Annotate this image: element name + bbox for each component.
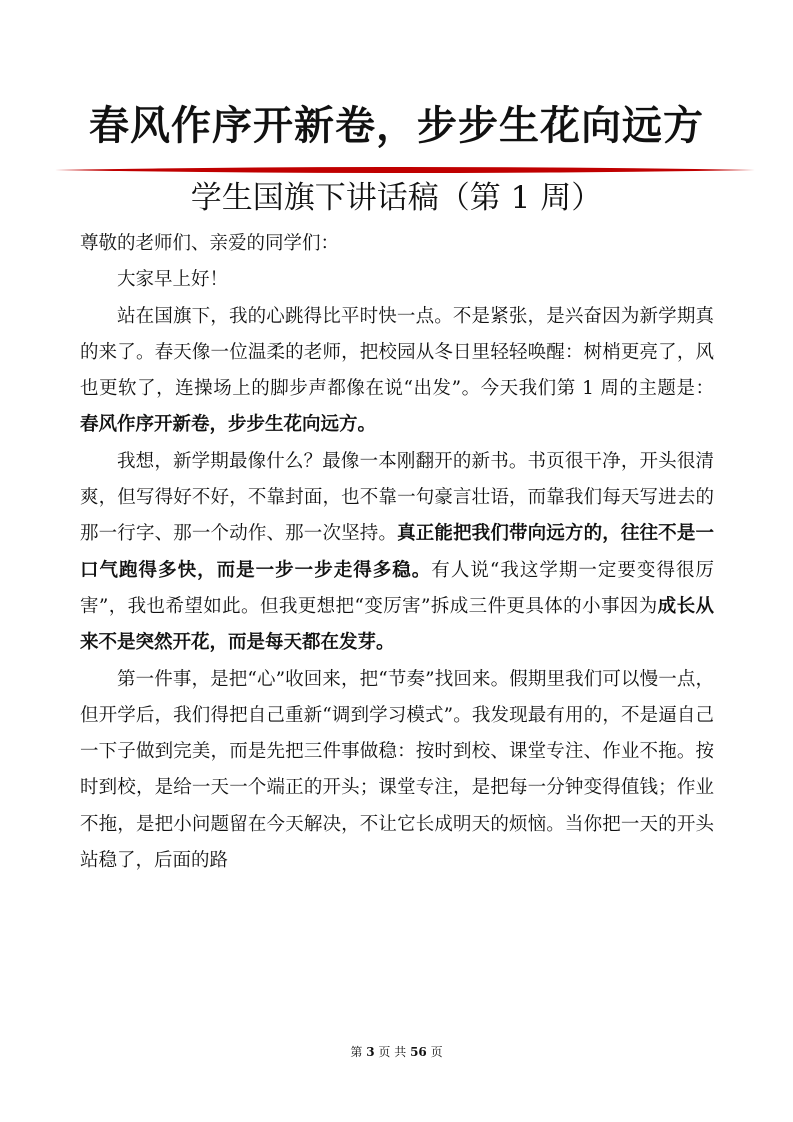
paragraph-3 <box>80 662 714 880</box>
paragraph-2-emphasis: 真正能把我们带向远方的，往往不是一口气跑得多快，而是一步一步走得多稳。 <box>80 523 714 581</box>
page-footer <box>0 1044 793 1060</box>
greeting: 大家早上好！ <box>117 269 229 291</box>
footer-middle: 页 共 <box>378 1045 407 1059</box>
paragraph-1 <box>80 299 714 444</box>
salutation: 尊敬的老师们、亲爱的同学们： <box>80 233 340 254</box>
speech-body <box>80 226 714 879</box>
paragraph-1-text: 站在国旗下，我的心跳得比平时快一点。不是紧张，是兴奋因为新学期真的来了。春天像一位温柔的老师，把校园从冬日里轻轻唤醒：树梢更亮了，风也更软了，连操场上的脚步声都像在说“出发”。今天我们第 1 周的主题是： <box>80 305 714 400</box>
title-divider-shape <box>55 167 755 173</box>
paragraph-2-text-continued: 有人说“我这学期一定要变得很厉害”，我也希望如此。但我更想把“变厉害”拆成三件更具体的小事因为 <box>80 559 714 617</box>
document-title: 春风作序开新卷，步步生花向远方 <box>89 102 704 149</box>
paragraph-2 <box>80 444 714 662</box>
current-page-number: 3 <box>366 1045 375 1059</box>
paragraph-2-emphasis-2: 成长从来不是突然开花，而是每天都在发芽。 <box>80 595 714 654</box>
paragraph-3-text: 第一件事，是把“心”收回来，把“节奏”找回来。假期里我们可以慢一点，但开学后，我们得把自己重新“调到学习模式”。我发现最有用的，不是逼自己一下子做到完美，而是先把三件事做稳：按时到校、课堂专注、作业不拖。按时到校，是给一天一个端正的开头；课堂专注，是把每一分钟变得值钱；作业不拖，是把小问题留在今天解决，不让它长成明天的烦恼。当你把一天的开头站稳了，后面的路 <box>80 668 714 872</box>
document-subtitle: 学生国旗下讲话稿（第 1 周） <box>190 180 603 216</box>
paragraph-2-text: 我想，新学期最像什么？最像一本刚翻开的新书。书页很干净，开头很清爽，但写得好不好，不靠封面，也不靠一句豪言壮语，而靠我们每天写进去的那一行字、那一个动作、那一次坚持。 <box>80 450 714 545</box>
footer-prefix: 第 <box>350 1045 363 1059</box>
total-page-count: 56 <box>410 1045 427 1059</box>
footer-suffix: 页 <box>430 1045 443 1059</box>
paragraph-1-emphasis: 春风作序开新卷，步步生花向远方。 <box>80 414 377 436</box>
title-divider <box>55 165 755 175</box>
